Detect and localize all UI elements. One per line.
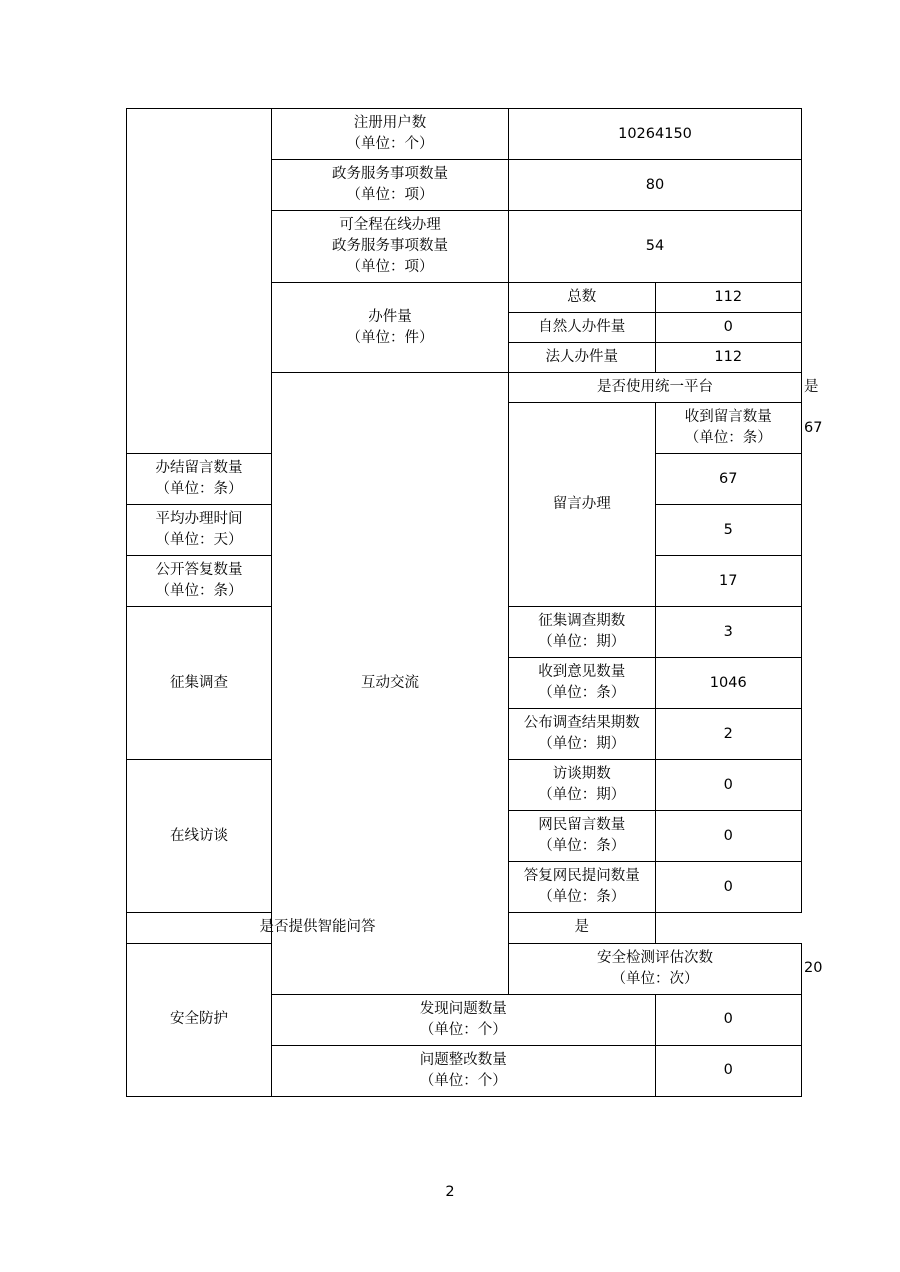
- label-unit: （单位：天）: [155, 532, 243, 549]
- label-unit: （单位：条）: [155, 583, 243, 600]
- page-number: 2: [445, 1184, 455, 1200]
- label-unit: （单位：次）: [611, 970, 699, 987]
- label-line: 办件量: [368, 308, 412, 325]
- label-line: 访谈期数: [552, 766, 611, 783]
- value-gov-service-items: 80: [509, 160, 802, 211]
- label-line: 网民留言数量: [538, 817, 626, 834]
- value-netizen-replies: 0: [655, 862, 802, 913]
- annual-report-table: [126, 108, 823, 1097]
- label-line: 公布调查结果期数: [523, 715, 640, 732]
- sub-label-opinions-received: [509, 658, 656, 709]
- row-label-gov-service-items: [272, 160, 509, 211]
- row-label-message-handling: 留言办理: [509, 403, 656, 607]
- label-unit: （单位：件）: [346, 329, 434, 346]
- sub-label-published-results: [509, 709, 656, 760]
- label-line: 答复网民提问数量: [523, 868, 640, 885]
- value-smart-qa: 是: [509, 913, 656, 943]
- label-unit: （单位：条）: [538, 889, 626, 906]
- label-line: 可全程在线办理: [339, 217, 441, 234]
- row-label-problems-fixed: [272, 1045, 656, 1096]
- row-label-online-interview: 在线访谈: [127, 760, 272, 913]
- table-row: 安全防护 安全检测评估次数 （单位：次） 20: [127, 943, 802, 994]
- value-registered-users: 10264150: [509, 109, 802, 160]
- label-line: 问题整改数量: [419, 1051, 507, 1068]
- value-handled-legal-person: 112: [655, 343, 802, 373]
- value-netizen-messages: 0: [655, 811, 802, 862]
- label-unit: （单位：条）: [538, 685, 626, 702]
- label-line: 发现问题数量: [419, 1000, 507, 1017]
- label-line: 收到留言数量: [684, 409, 772, 426]
- row-label-registered-users: [272, 109, 509, 160]
- value-problems-fixed: 0: [655, 1045, 802, 1096]
- row-label-unified-platform: 是否使用统一平台: [509, 373, 802, 403]
- label-unit: （单位：项）: [346, 259, 434, 276]
- sub-label-interview-count: [509, 760, 656, 811]
- label-unit: （单位：期）: [538, 634, 626, 651]
- table-row: 互动交流 是否使用统一平台 是: [127, 373, 802, 403]
- sub-label-netizen-messages: [509, 811, 656, 862]
- value-average-handling-time: 5: [655, 505, 802, 556]
- label-line: 安全检测评估次数: [597, 949, 713, 966]
- sub-label-netizen-replies: [509, 862, 656, 913]
- label-unit: （单位：个）: [419, 1021, 507, 1038]
- row-label-security-assessments: [509, 943, 802, 994]
- label-line: 注册用户数: [353, 115, 427, 131]
- sub-label-handled-total: 总数: [509, 283, 656, 313]
- label-line: 公开答复数量: [155, 562, 243, 579]
- row-label-online-items: [272, 211, 509, 283]
- sub-label-handled-natural-person: 自然人办件量: [509, 313, 656, 343]
- label-unit: （单位：期）: [538, 787, 626, 804]
- label-line: 政务服务事项数量: [332, 166, 448, 183]
- table-row: 留言办理 收到留言数量 （单位：条） 67: [127, 403, 802, 454]
- value-survey-count: 3: [655, 607, 802, 658]
- label-line: 收到意见数量: [538, 664, 626, 681]
- sub-label-public-replies: [127, 556, 272, 607]
- value-problems-found: 0: [655, 994, 802, 1045]
- value-online-items: 54: [509, 211, 802, 283]
- value-interview-count: 0: [655, 760, 802, 811]
- sub-label-survey-count: [509, 607, 656, 658]
- label-unit: （单位：条）: [538, 838, 626, 855]
- label-line: 征集调查期数: [538, 613, 626, 630]
- value-handled-total: 112: [655, 283, 802, 313]
- sub-label-messages-completed: [127, 454, 272, 505]
- row-label-handled: [272, 283, 509, 373]
- value-opinions-received: 1046: [655, 658, 802, 709]
- table-row: [127, 109, 802, 160]
- label-unit: （单位：个）: [419, 1072, 507, 1089]
- value-published-results: 2: [655, 709, 802, 760]
- sub-label-messages-received: [655, 403, 802, 454]
- label-line: 办结留言数量: [155, 460, 243, 477]
- row-label-problems-found: [272, 994, 656, 1045]
- report-table-container: [126, 108, 823, 1097]
- label-unit: （单位：条）: [155, 481, 243, 498]
- sub-label-average-handling-time: [127, 505, 272, 556]
- category-cell-blank: [127, 109, 272, 454]
- row-label-survey: 征集调查: [127, 607, 272, 760]
- label-unit: （单位：条）: [684, 430, 772, 447]
- label-line: 政务服务事项数量: [332, 238, 448, 255]
- value-handled-natural-person: 0: [655, 313, 802, 343]
- category-cell-interaction: 互动交流: [272, 373, 509, 994]
- label-unit: （单位：期）: [538, 736, 626, 753]
- label-line: 平均办理时间: [155, 511, 243, 528]
- label-unit: （单位：项）: [346, 187, 434, 204]
- row-label-smart-qa: 是否提供智能问答: [127, 913, 509, 943]
- label-unit: （单位：个）: [346, 136, 434, 153]
- table-row: [127, 913, 802, 943]
- category-cell-security: 安全防护: [127, 943, 272, 1096]
- sub-label-handled-legal-person: 法人办件量: [509, 343, 656, 373]
- value-public-replies: 17: [655, 556, 802, 607]
- value-messages-completed: 67: [655, 454, 802, 505]
